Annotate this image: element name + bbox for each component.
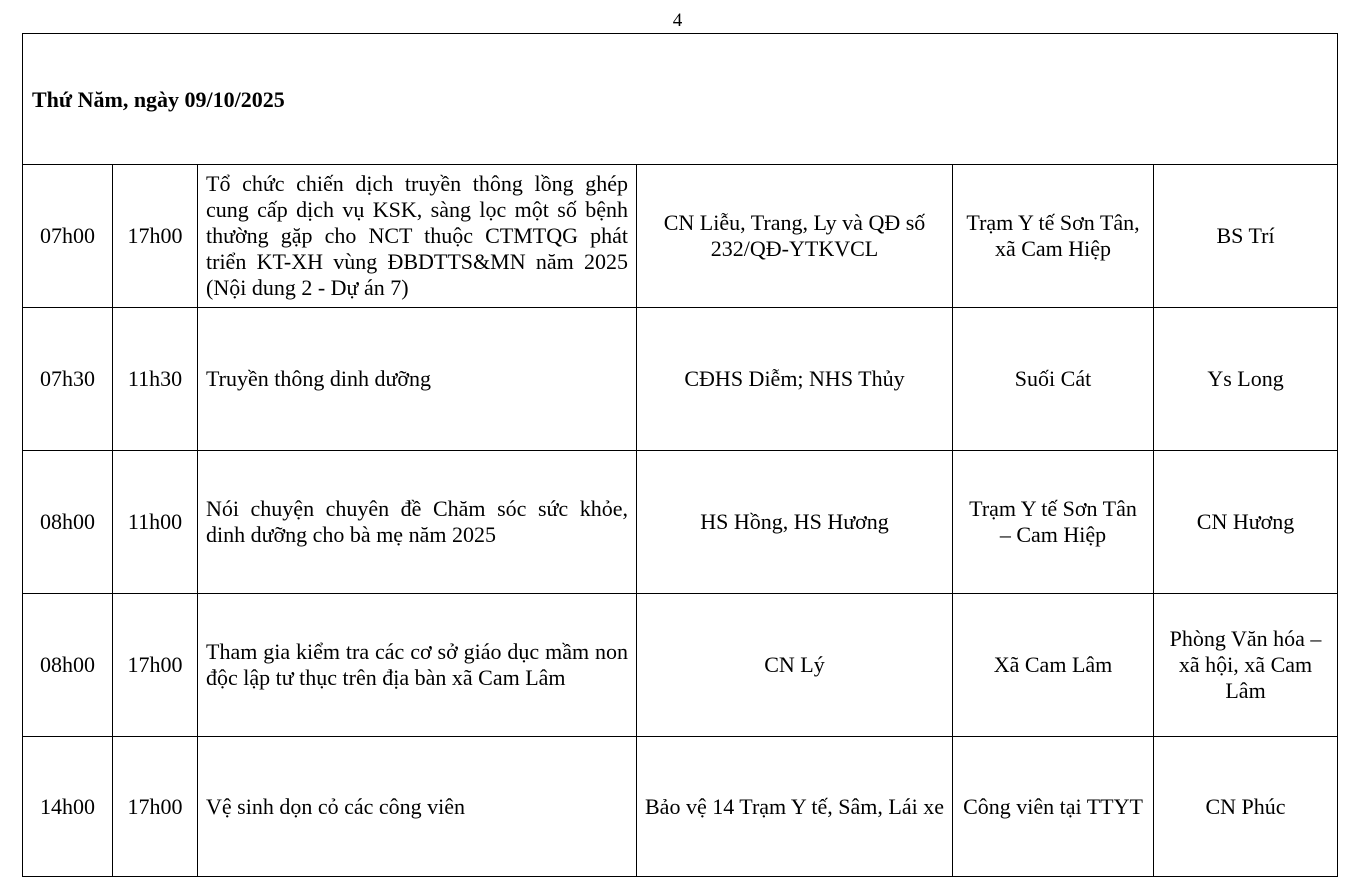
activity-content: Nói chuyện chuyên đề Chăm sóc sức khỏe, dinh dưỡng cho bà mẹ năm 2025	[198, 451, 637, 594]
page-number: 4	[672, 10, 683, 31]
participants: CĐHS Diễm; NHS Thủy	[637, 308, 953, 451]
location: Công viên tại TTYT	[953, 737, 1154, 877]
table-row	[23, 594, 1338, 737]
activity-content: Tham gia kiểm tra các cơ sở giáo dục mầm non độc lập tư thục trên địa bàn xã Cam Lâm	[198, 594, 637, 737]
table-row	[23, 308, 1338, 451]
table-row	[23, 165, 1338, 308]
participants: CN Lý	[637, 594, 953, 737]
start-time: 07h00	[23, 165, 113, 308]
activity-content: Vệ sinh dọn cỏ các công viên	[198, 737, 637, 877]
end-time: 17h00	[113, 594, 198, 737]
lead: CN Hương	[1154, 451, 1338, 594]
location: Trạm Y tế Sơn Tân, xã Cam Hiệp	[953, 165, 1154, 308]
end-time: 11h30	[113, 308, 198, 451]
lead: CN Phúc	[1154, 737, 1338, 877]
lead: Ys Long	[1154, 308, 1338, 451]
table-row	[23, 737, 1338, 877]
start-time: 14h00	[23, 737, 113, 877]
participants: Bảo vệ 14 Trạm Y tế, Sâm, Lái xe	[637, 737, 953, 877]
lead: BS Trí	[1154, 165, 1338, 308]
activity-content: Truyền thông dinh dưỡng	[198, 308, 637, 451]
schedule-table	[22, 33, 1338, 877]
location: Xã Cam Lâm	[953, 594, 1154, 737]
start-time: 08h00	[23, 451, 113, 594]
day-header-row	[23, 34, 1338, 165]
lead: Phòng Văn hóa – xã hội, xã Cam Lâm	[1154, 594, 1338, 737]
participants: CN Liễu, Trang, Ly và QĐ số 232/QĐ-YTKVCL	[637, 165, 953, 308]
activity-content: Tổ chức chiến dịch truyền thông lồng ghép cung cấp dịch vụ KSK, sàng lọc một số bệnh thường gặp cho NCT thuộc CTMTQG phát triển KT-XH vùng ĐBDTTS&MN năm 2025 (Nội dung 2 - Dự án 7)	[198, 165, 637, 308]
start-time: 08h00	[23, 594, 113, 737]
end-time: 17h00	[113, 165, 198, 308]
end-time: 17h00	[113, 737, 198, 877]
table-row	[23, 451, 1338, 594]
location: Suối Cát	[953, 308, 1154, 451]
end-time: 11h00	[113, 451, 198, 594]
start-time: 07h30	[23, 308, 113, 451]
day-header: Thứ Năm, ngày 09/10/2025	[23, 34, 1338, 165]
location: Trạm Y tế Sơn Tân – Cam Hiệp	[953, 451, 1154, 594]
participants: HS Hồng, HS Hương	[637, 451, 953, 594]
